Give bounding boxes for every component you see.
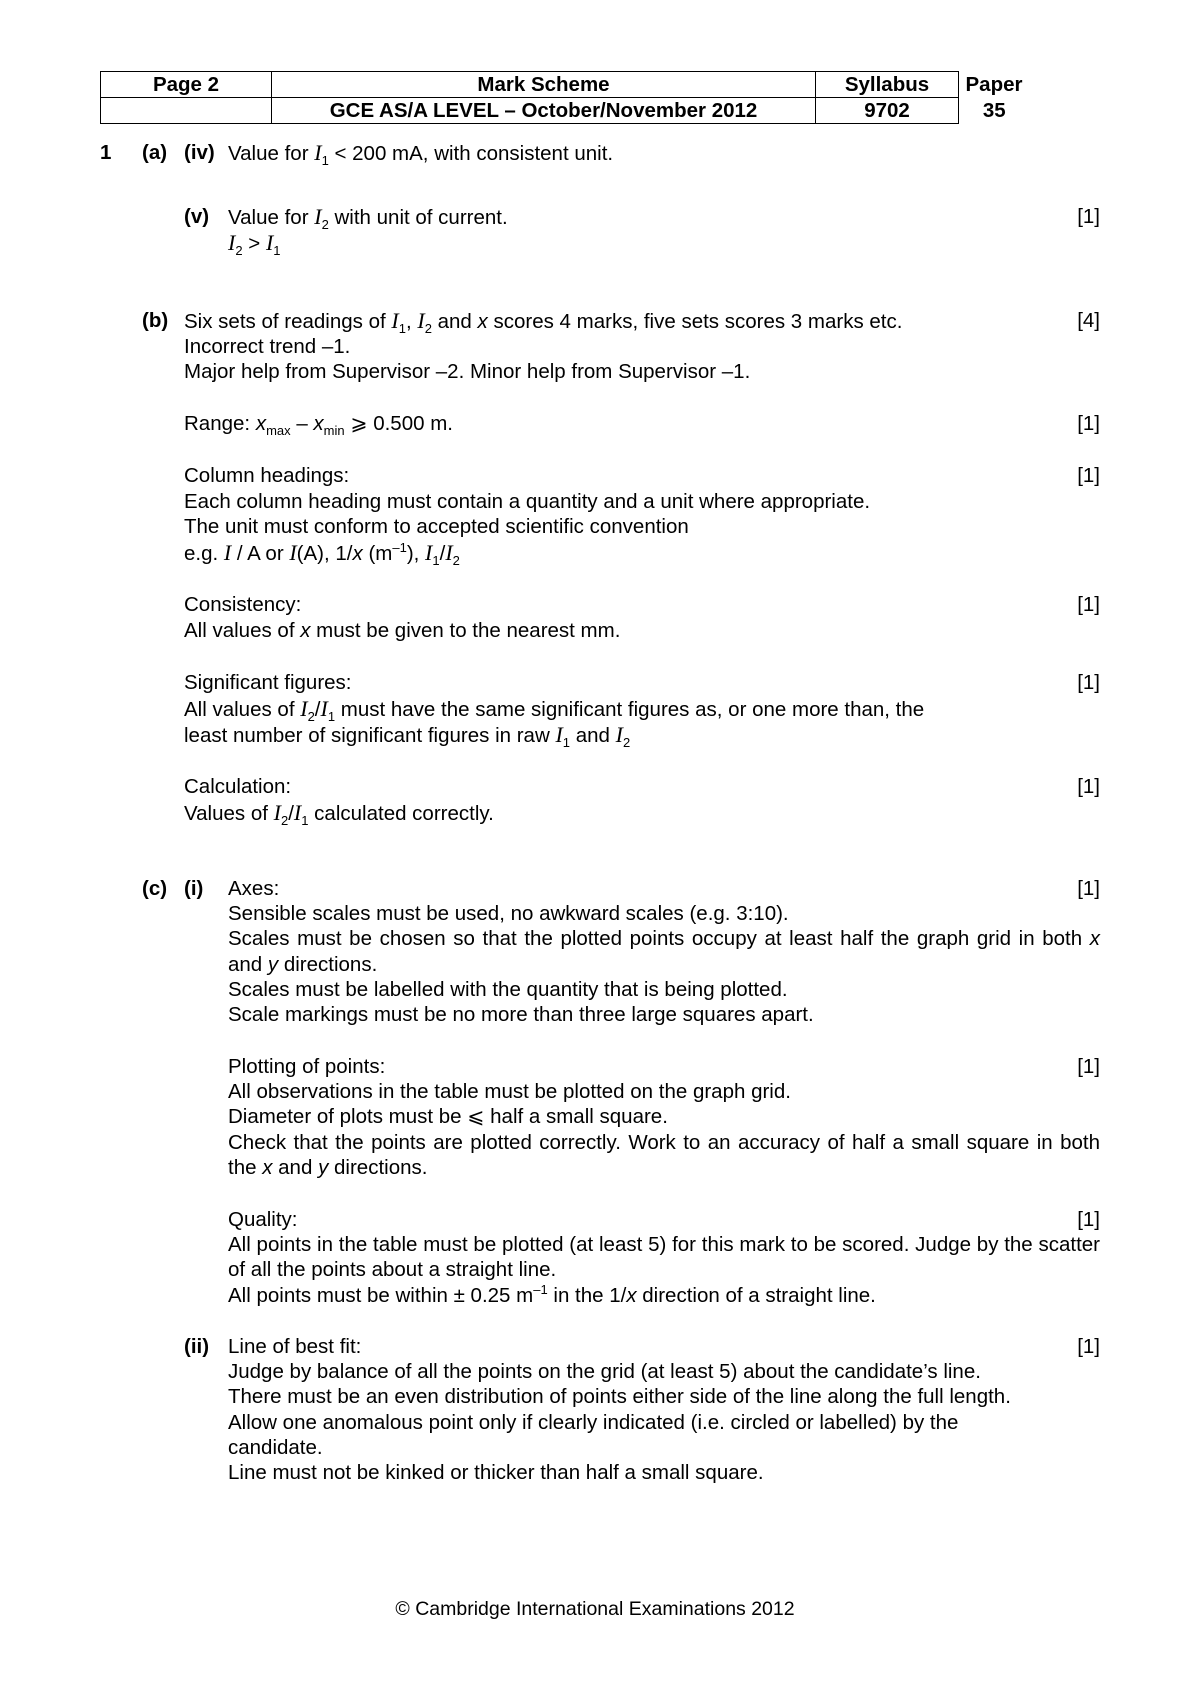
symbol-i: I [555, 722, 563, 747]
part-v-inequality [228, 230, 281, 259]
part-b-line2: Incorrect trend –1. [184, 335, 351, 358]
subscript: 1 [327, 709, 336, 725]
column-headings-line3 [184, 540, 460, 569]
text: directions. [278, 952, 378, 976]
mark-axes: [1] [1077, 877, 1100, 900]
text: and [570, 724, 616, 747]
symbol-i: I [300, 696, 308, 721]
header-table [100, 71, 1030, 124]
document-title: Mark Scheme [272, 72, 816, 98]
quality-line2 [228, 1283, 1100, 1308]
copyright-footer: © Cambridge International Examinations 2012 [395, 1598, 795, 1620]
text: must be given to the nearest mm. [310, 619, 621, 642]
paper-number: 35 [982, 99, 1006, 122]
part-b-line1 [184, 308, 903, 337]
line-best-fit-line3: Allow one anomalous point only if clearly indicated (i.e. circled or labelled) by the candidate. [228, 1410, 959, 1459]
symbol-y: y [267, 952, 279, 976]
axes-line1: Sensible scales must be used, no awkward scales (e.g. 3:10). [228, 902, 789, 925]
subscript: 2 [321, 217, 329, 233]
subscript: 2 [622, 735, 631, 751]
symbol-i: I [265, 230, 274, 255]
part-b-label: (b) [142, 309, 169, 332]
axes-body [228, 901, 1100, 1027]
part-c-label: (c) [142, 877, 168, 900]
text: Six sets of readings of [184, 310, 392, 333]
symbol-x: x [626, 1283, 637, 1307]
part-a-label: (a) [142, 141, 168, 164]
subscript: min [323, 423, 345, 439]
text: ⩾ 0.500 m. [344, 412, 453, 435]
line-best-fit-line1: Judge by balance of all the points on the grid (at least 5) about the candidate’s line. [228, 1360, 981, 1383]
symbol-x: x [352, 542, 363, 565]
line-best-fit-line2: There must be an even distribution of points either side of the line along the full length. [228, 1385, 1011, 1409]
symbol-i: I [417, 308, 425, 333]
symbol-i: I [228, 230, 236, 255]
axes-line2 [228, 926, 1100, 977]
mark-plotting: [1] [1077, 1055, 1100, 1078]
symbol-i: I [289, 540, 297, 565]
subscript: 2 [452, 553, 460, 569]
symbol-i: I [615, 722, 623, 747]
subscript: max [266, 423, 291, 439]
symbol-i: I [425, 540, 433, 565]
plotting-title: Plotting of points: [228, 1055, 386, 1078]
column-headings-line1: Each column heading must contain a quantity and a unit where appropriate. [184, 490, 871, 513]
text: Value for [228, 142, 315, 165]
text: Value for [228, 206, 315, 229]
text: , [405, 310, 418, 333]
text: / [439, 542, 446, 565]
quality-line1: All points in the table must be plotted (at least 5) for this mark to be scored. Judge by the scatter of all the points about a straight line. [228, 1233, 1100, 1282]
text: least number of significant figures in raw [184, 724, 556, 747]
symbol-x: x [255, 412, 267, 435]
superscript: –1 [533, 1281, 548, 1297]
symbol-x: x [300, 619, 311, 642]
document-subtitle: GCE AS/A LEVEL – October/November 2012 [272, 98, 816, 124]
mark-v: [1] [1077, 205, 1100, 228]
symbol-y: y [318, 1155, 329, 1179]
symbol-i: I [320, 696, 328, 721]
symbol-i: I [314, 204, 322, 229]
subscript: 1 [273, 243, 281, 259]
text: e.g. [184, 542, 224, 565]
part-b-line3: Major help from Supervisor –2. Minor help from Supervisor –1. [184, 360, 751, 383]
mark-range: [1] [1077, 412, 1100, 435]
part-iv-text [228, 140, 614, 169]
text: direction of a straight line. [636, 1283, 876, 1307]
text: and [272, 1155, 319, 1179]
part-v-text [228, 204, 508, 233]
text: Range: [184, 412, 256, 435]
quality-title: Quality: [228, 1208, 298, 1231]
line-best-fit-body [228, 1359, 1058, 1485]
axes-title: Axes: [228, 877, 280, 900]
symbol-i: I [314, 140, 322, 165]
text: and [228, 952, 268, 976]
text: All values of [184, 619, 301, 642]
text: All values of [184, 698, 301, 721]
text: with unit of current. [328, 206, 508, 229]
subscript: 1 [432, 553, 440, 569]
syllabus-label: Syllabus [816, 72, 959, 98]
plotting-body [228, 1079, 1100, 1180]
subscript: 1 [321, 153, 329, 169]
text: directions. [328, 1155, 428, 1179]
mark-calculation: [1] [1077, 775, 1100, 798]
syllabus-code: 9702 [816, 98, 959, 124]
text: < 200 mA, with consistent unit. [328, 142, 614, 165]
page-number: Page 2 [101, 72, 272, 98]
mark-consistency: [1] [1077, 593, 1100, 616]
text: / A or [231, 542, 290, 565]
text: / [288, 802, 294, 825]
symbol-i: I [445, 540, 453, 565]
symbol-x: x [262, 1155, 273, 1179]
symbol-i: I [293, 800, 302, 825]
subscript: 2 [307, 709, 315, 725]
plotting-line2: Diameter of plots must be ⩽ half a small square. [228, 1105, 668, 1129]
part-i-label: (i) [184, 877, 204, 900]
plotting-line3 [228, 1130, 1100, 1181]
symbol-i: I [391, 308, 399, 333]
range-text [184, 411, 453, 439]
subscript: 1 [301, 813, 309, 829]
subscript: 1 [562, 735, 571, 751]
column-headings-line2: The unit must conform to accepted scientific convention [184, 515, 689, 538]
calculation-title: Calculation: [184, 775, 292, 798]
mark-line-best-fit: [1] [1077, 1335, 1100, 1358]
symbol-x: x [1089, 927, 1100, 951]
text: All points must be within ± 0.25 m [228, 1283, 534, 1307]
paper-label: Paper [965, 73, 1023, 96]
mark-column-headings: [1] [1077, 464, 1100, 487]
subscript: 2 [235, 243, 243, 259]
text: (m [362, 542, 393, 565]
column-headings-title: Column headings: [184, 464, 350, 487]
calculation-line1 [184, 800, 494, 829]
superscript: –1 [392, 540, 407, 556]
axes-line4: Scale markings must be no more than three large squares apart. [228, 1003, 814, 1027]
text: > [242, 232, 266, 255]
symbol-i: I [273, 800, 281, 825]
text: (A), 1/ [296, 542, 353, 565]
part-ii-label: (ii) [184, 1335, 210, 1358]
line-best-fit-line4: Line must not be kinked or thicker than half a small square. [228, 1461, 764, 1485]
text: Scales must be chosen so that the plotted points occupy at least half the graph grid in both [228, 927, 1090, 951]
mark-quality: [1] [1077, 1208, 1100, 1231]
quality-body [228, 1232, 1100, 1308]
text: scores 4 marks, five sets scores 3 marks etc. [487, 310, 903, 333]
subscript: 2 [424, 321, 432, 337]
line-best-fit-title: Line of best fit: [228, 1335, 362, 1358]
text: Check that the points are plotted correctly. Work to an accuracy of half a small square in both the [228, 1130, 1100, 1179]
text: – [290, 412, 314, 435]
text: calculated correctly. [308, 802, 494, 825]
text: must have the same significant figures as, or one more than, the [335, 698, 925, 721]
axes-line3: Scales must be labelled with the quantity that is being plotted. [228, 977, 788, 1001]
text: ), [406, 542, 426, 565]
question-number: 1 [100, 141, 112, 164]
text: in the 1/ [547, 1283, 627, 1307]
mark-b: [4] [1077, 309, 1100, 332]
symbol-x: x [477, 310, 488, 333]
plotting-line1: All observations in the table must be plotted on the graph grid. [228, 1080, 791, 1103]
part-v-label: (v) [184, 205, 210, 228]
symbol-x: x [313, 412, 324, 435]
consistency-title: Consistency: [184, 593, 302, 616]
part-iv-label: (iv) [184, 141, 215, 164]
text: Values of [184, 802, 274, 825]
sig-figs-title: Significant figures: [184, 671, 352, 694]
text: and [431, 310, 478, 333]
consistency-line1 [184, 618, 620, 643]
subscript: 1 [398, 321, 406, 337]
mark-sig-figs: [1] [1077, 671, 1100, 694]
subscript: 2 [280, 813, 289, 829]
empty-cell [101, 98, 272, 124]
text: / [314, 698, 321, 721]
symbol-i: I [223, 540, 232, 565]
sig-figs-line1 [184, 696, 925, 725]
sig-figs-line2 [184, 722, 631, 751]
